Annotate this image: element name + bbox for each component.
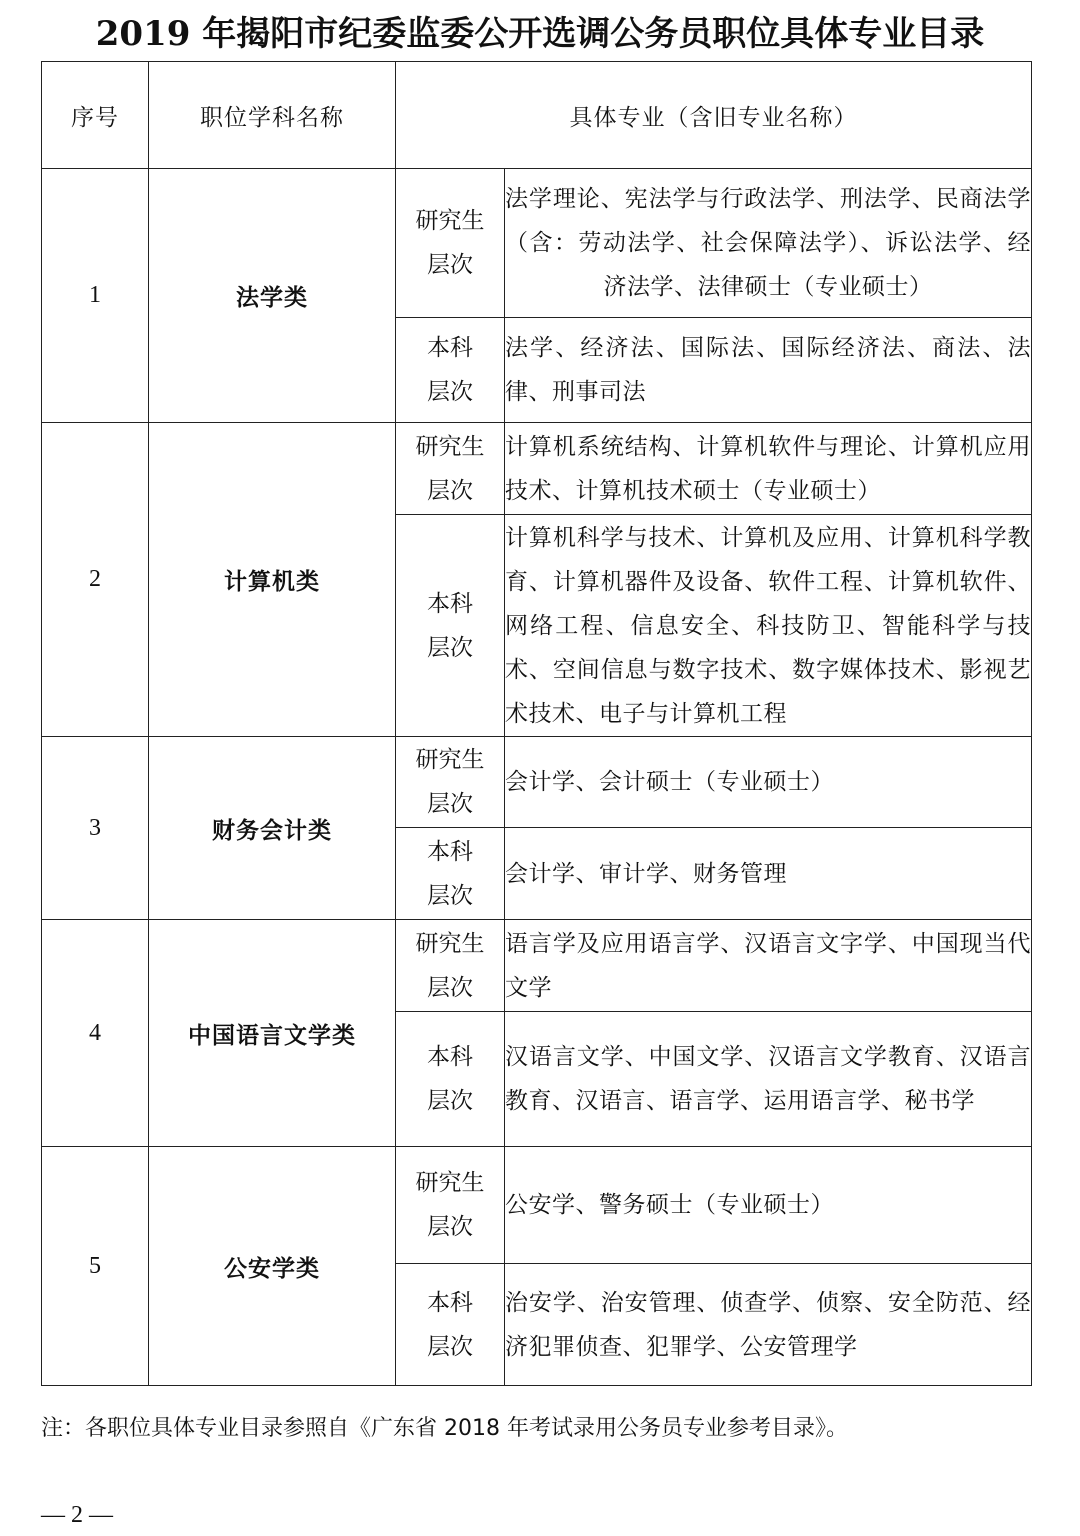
level-line1: 本科	[427, 590, 473, 617]
level-cell	[396, 1264, 505, 1386]
header-no: 序号	[42, 62, 149, 169]
majors-cell: 汉语言文学、中国文学、汉语言文学教育、汉语言教育、汉语言、语言学、运用语言学、秘书学	[505, 1012, 1032, 1147]
level-line1: 研究生	[415, 433, 485, 460]
majors-cell: 会计学、审计学、财务管理	[505, 828, 1032, 920]
discipline-name: 法学类	[149, 169, 396, 423]
level-line2: 层次	[427, 477, 473, 504]
majors-cell: 语言学及应用语言学、汉语言文字学、中国现当代文学	[505, 920, 1032, 1012]
level-cell	[396, 920, 505, 1012]
level-line2: 层次	[427, 1214, 473, 1240]
majors-cell: 法学、经济法、国际法、国际经济法、商法、法律、刑事司法	[505, 318, 1032, 423]
level-line1: 本科	[427, 838, 473, 865]
discipline-name: 财务会计类	[149, 737, 396, 920]
table-row	[42, 1147, 1032, 1264]
level-line2: 层次	[427, 252, 473, 278]
major-catalog-table	[41, 61, 1032, 1386]
majors-cell: 法学理论、宪法学与行政法学、刑法学、民商法学（含：劳动法学、社会保障法学）、诉讼法学、经济法学、法律硕士（专业硕士）	[505, 169, 1032, 318]
level-line1: 本科	[427, 335, 473, 361]
level-line1: 研究生	[415, 208, 485, 234]
table-row	[42, 920, 1032, 1012]
level-line1: 本科	[427, 1044, 473, 1070]
table-row	[42, 423, 1032, 515]
level-cell	[396, 515, 505, 737]
majors-cell: 计算机系统结构、计算机软件与理论、计算机应用技术、计算机技术硕士（专业硕士）	[505, 423, 1032, 515]
level-cell	[396, 318, 505, 423]
majors-cell: 公安学、警务硕士（专业硕士）	[505, 1147, 1032, 1264]
level-cell	[396, 828, 505, 920]
level-cell	[396, 169, 505, 318]
header-name: 职位学科名称	[149, 62, 396, 169]
header-majors: 具体专业（含旧专业名称）	[396, 62, 1032, 169]
majors-cell: 计算机科学与技术、计算机及应用、计算机科学教育、计算机器件及设备、软件工程、计算机软件、网络工程、信息安全、科技防卫、智能科学与技术、空间信息与数字技术、数字媒体技术、影视艺术技术、电子与计算机工程	[505, 515, 1032, 737]
level-line2: 层次	[427, 882, 473, 909]
level-line2: 层次	[427, 1088, 473, 1114]
level-line2: 层次	[427, 1333, 473, 1360]
row-number: 2	[42, 423, 149, 737]
level-line2: 层次	[427, 634, 473, 661]
level-line2: 层次	[427, 379, 473, 405]
majors-cell: 会计学、会计硕士（专业硕士）	[505, 737, 1032, 828]
table-header-row	[42, 62, 1032, 169]
majors-cell: 治安学、治安管理、侦查学、侦察、安全防范、经济犯罪侦查、犯罪学、公安管理学	[505, 1264, 1032, 1386]
footnote: 注：各职位具体专业目录参照自《广东省 2018 年考试录用公务员专业参考目录》。	[41, 1416, 848, 1441]
table-row	[42, 169, 1032, 318]
level-line1: 研究生	[415, 930, 485, 957]
level-cell	[396, 1012, 505, 1147]
page-title: 2019 年揭阳市纪委监委公开选调公务员职位具体专业目录	[95, 14, 985, 54]
level-line1: 研究生	[415, 747, 485, 773]
page-number: — 2 —	[41, 1502, 113, 1528]
level-line1: 研究生	[415, 1170, 485, 1196]
level-cell	[396, 423, 505, 515]
level-line1: 本科	[427, 1289, 473, 1316]
row-number: 1	[42, 169, 149, 423]
row-number: 5	[42, 1147, 149, 1386]
row-number: 3	[42, 737, 149, 920]
level-cell	[396, 1147, 505, 1264]
row-number: 4	[42, 920, 149, 1147]
level-line2: 层次	[427, 974, 473, 1001]
discipline-name: 中国语言文学类	[149, 920, 396, 1147]
level-cell	[396, 737, 505, 828]
discipline-name: 计算机类	[149, 423, 396, 737]
level-line2: 层次	[427, 791, 473, 817]
table-row	[42, 737, 1032, 828]
discipline-name: 公安学类	[149, 1147, 396, 1386]
